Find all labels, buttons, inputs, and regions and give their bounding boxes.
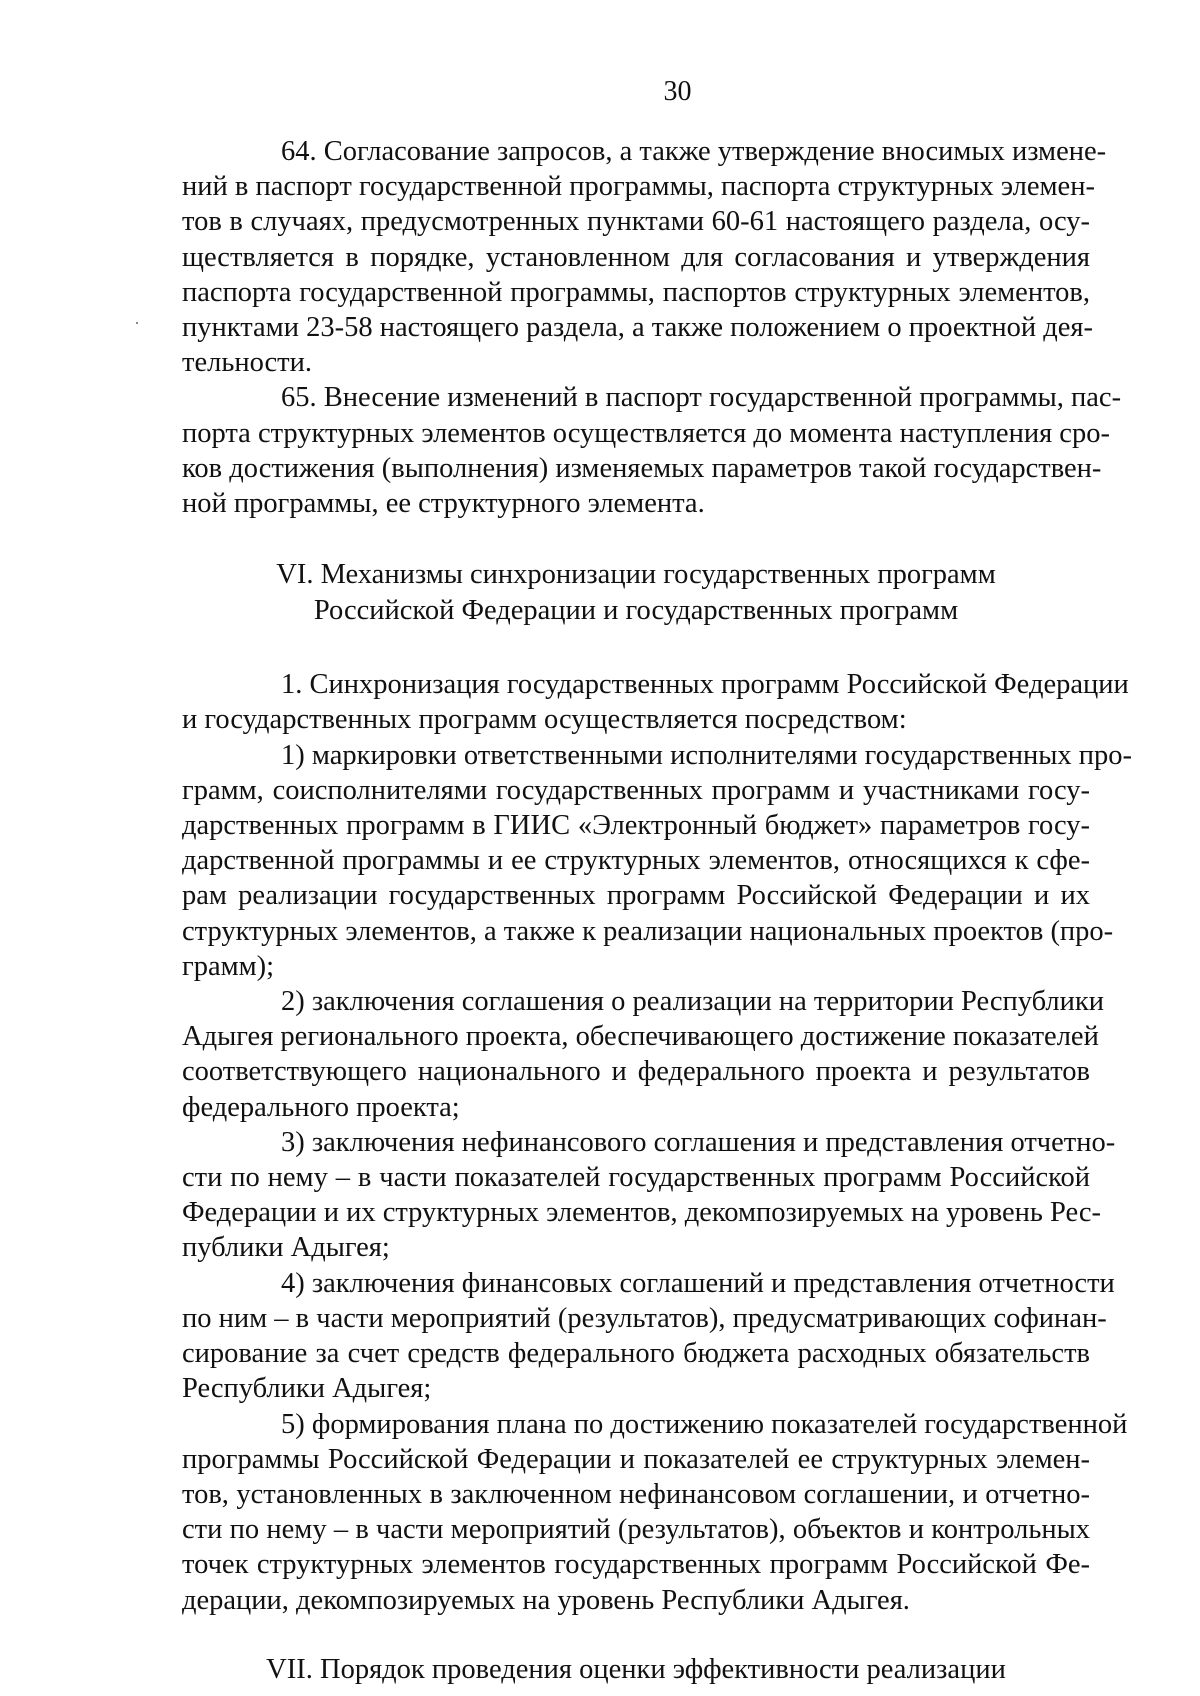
text-line: по ним – в части мероприятий (результатов), предусматривающих софинан- bbox=[182, 1302, 1107, 1334]
text-line: грамм); bbox=[182, 950, 275, 982]
subitem-5 bbox=[182, 1407, 1128, 1618]
text-line: ний в паспорт государственной программы, паспорта структурных элемен- bbox=[182, 171, 1095, 203]
text-line: 2) заключения соглашения о реализации на территории Республики bbox=[281, 986, 1104, 1018]
text-line: рам реализации государственных программ Российской Федерации и их bbox=[182, 880, 1090, 912]
paragraph-vi-1 bbox=[182, 667, 1129, 737]
text-line: тельности. bbox=[182, 347, 313, 379]
subitem-4 bbox=[182, 1266, 1115, 1407]
page-number: 30 bbox=[663, 76, 692, 107]
text-line: публики Адыгея; bbox=[182, 1232, 390, 1264]
text-line: 64. Согласование запросов, а также утверждение вносимых измене- bbox=[281, 136, 1107, 167]
text-line: структурных элементов, а также к реализации национальных проектов (про- bbox=[182, 915, 1114, 947]
paragraph-65 bbox=[182, 380, 1122, 521]
text-line: ществляется в порядке, установленном для согласования и утверждения bbox=[182, 241, 1090, 273]
text-line: тов, установленных в заключенном нефинансовом соглашении, и отчетно- bbox=[182, 1478, 1090, 1510]
text-line: дарственных программ в ГИИС «Электронный бюджет» параметров госу- bbox=[182, 810, 1090, 842]
heading-line: VII. Порядок проведения оценки эффективности реализации bbox=[266, 1653, 1006, 1685]
text-line: федерального проекта; bbox=[182, 1091, 460, 1123]
text-line: Республики Адыгея; bbox=[182, 1373, 432, 1405]
text-line: сирование за счет средств федерального бюджета расходных обязательств bbox=[182, 1338, 1090, 1370]
text-line: грамм, соисполнителями государственных программ и участниками госу- bbox=[182, 774, 1090, 806]
text-line: дерации, декомпозируемых на уровень Республики Адыгея. bbox=[182, 1584, 910, 1616]
section-vi-heading bbox=[182, 557, 1090, 629]
text-line: ков достижения (выполнения) изменяемых параметров такой государствен- bbox=[182, 452, 1102, 484]
paragraph-64 bbox=[182, 134, 1107, 380]
text-line: соответствующего национального и федерального проекта и результатов bbox=[182, 1056, 1090, 1088]
text-line: точек структурных элементов государственных программ Российской Фе- bbox=[182, 1549, 1090, 1581]
text-line: дарственной программы и ее структурных элементов, относящихся к сфе- bbox=[182, 845, 1090, 877]
text-line: Адыгея регионального проекта, обеспечивающего достижение показателей bbox=[182, 1021, 1099, 1053]
text-line: 3) заключения нефинансового соглашения и представления отчетно- bbox=[281, 1126, 1116, 1158]
text-line: пунктами 23-58 настоящего раздела, а также положением о проектной дея- bbox=[182, 312, 1094, 344]
subitem-1 bbox=[182, 738, 1133, 984]
text-line: Федерации и их структурных элементов, декомпозируемых на уровень Рес- bbox=[182, 1197, 1102, 1229]
text-line: паспорта государственной программы, паспортов структурных элементов, bbox=[182, 276, 1090, 308]
subitem-2 bbox=[182, 984, 1104, 1125]
text-line: программы Российской Федерации и показателей ее структурных элемен- bbox=[182, 1443, 1090, 1475]
text-line: 5) формирования плана по достижению показателей государственной bbox=[281, 1408, 1128, 1440]
text-line: 65. Внесение изменений в паспорт государственной программы, пас- bbox=[281, 382, 1122, 414]
text-line: ной программы, ее структурного элемента. bbox=[182, 488, 705, 520]
text-line: и государственных программ осуществляется посредством: bbox=[182, 704, 907, 736]
text-line: порта структурных элементов осуществляется до момента наступления сро- bbox=[182, 417, 1110, 449]
text-line: сти по нему – в части показателей государственных программ Российской bbox=[182, 1162, 1090, 1194]
text-line: 1. Синхронизация государственных программ Российской Федерации bbox=[281, 669, 1129, 701]
text-line: тов в случаях, предусмотренных пунктами 60-61 настоящего раздела, осу- bbox=[182, 206, 1090, 238]
text-line: 1) маркировки ответственными исполнителями государственных про- bbox=[281, 739, 1133, 771]
subitem-3 bbox=[182, 1125, 1116, 1266]
section-vii-heading bbox=[182, 1652, 1090, 1688]
text-line: 4) заключения финансовых соглашений и представления отчетности bbox=[281, 1267, 1115, 1299]
heading-line: VI. Механизмы синхронизации государственных программ bbox=[276, 559, 996, 591]
text-line: сти по нему – в части мероприятий (результатов), объектов и контрольных bbox=[182, 1514, 1090, 1546]
document-body bbox=[182, 134, 1133, 1688]
scan-dot bbox=[136, 322, 138, 324]
heading-line: Российской Федерации и государственных программ bbox=[313, 595, 959, 627]
